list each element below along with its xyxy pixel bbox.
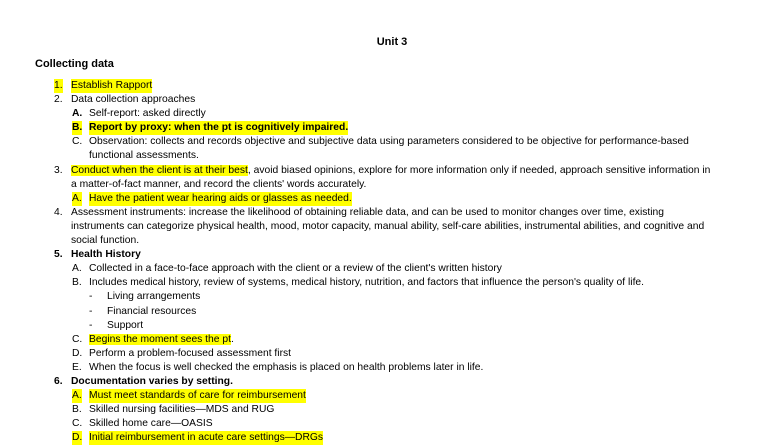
sub-label: A.	[72, 263, 82, 275]
sub-item	[0, 262, 784, 276]
dash-item	[0, 319, 784, 333]
item-continuation	[0, 234, 784, 248]
sub-text: When the focus is well checked the emphasis is placed on health problems later in life.	[89, 361, 484, 373]
sub-text: Self-report: asked directly	[89, 108, 206, 120]
dash-item	[0, 305, 784, 319]
dash-bullet: -	[89, 291, 93, 303]
item-text: Data collection approaches	[71, 94, 196, 106]
item-text: Establish Rapport	[71, 79, 152, 93]
sub-text: Skilled home care—OASIS	[89, 418, 213, 430]
item-text: Documentation varies by setting.	[71, 375, 233, 387]
dash-text: Financial resources	[107, 305, 197, 317]
item-number: 2.	[54, 94, 63, 106]
sub-label: A.	[72, 389, 82, 403]
highlighted-text: Conduct when the client is at their best	[71, 164, 248, 176]
sub-label: B.	[72, 277, 82, 289]
sub-label: B.	[72, 404, 82, 416]
dash-text: Support	[107, 319, 144, 331]
item-text: social function.	[71, 235, 140, 247]
page-title: Unit 3	[376, 36, 408, 48]
outline-list	[0, 79, 784, 445]
sub-item	[0, 333, 784, 347]
sub-text: Skilled nursing facilities—MDS and RUG	[89, 404, 275, 416]
sub-text	[89, 333, 234, 347]
sub-text: Have the patient wear hearing aids or glasses as needed.	[89, 192, 352, 206]
sub-label: E.	[72, 361, 82, 373]
sub-text: Collected in a face-to-face approach with the client or a review of the client's written history	[89, 263, 502, 275]
sub-label: A.	[72, 192, 82, 206]
sub-label: C.	[72, 418, 83, 430]
sub-item	[0, 135, 784, 149]
item-number: 5.	[54, 249, 63, 261]
item-text: Health History	[71, 249, 141, 261]
sub-text: Must meet standards of care for reimbursement	[89, 389, 306, 403]
item-text: a matter-of-fact manner, and record the clients' words accurately.	[71, 178, 367, 190]
dash-bullet: -	[89, 305, 93, 317]
list-item	[0, 206, 784, 220]
sub-text-rest: .	[230, 333, 234, 345]
item-number: 6.	[54, 375, 63, 387]
sub-item	[0, 107, 784, 121]
sub-item	[0, 389, 784, 403]
item-text: Assessment instruments: increase the likelihood of obtaining reliable data, and can be used to monitor changes over time, existing	[71, 206, 664, 218]
list-item	[0, 93, 784, 107]
list-item	[0, 248, 784, 262]
item-text-rest: , avoid biased opinions, explore for more information only if needed, approach sensitive information in	[247, 164, 711, 176]
sub-label: B.	[72, 121, 82, 135]
section-heading: Collecting data	[35, 58, 114, 70]
sub-label: C.	[72, 136, 83, 148]
highlighted-text: Begins the moment sees the pt	[89, 333, 231, 345]
list-item	[0, 164, 784, 178]
sub-item	[0, 276, 784, 290]
sub-item	[0, 361, 784, 375]
sub-label: A.	[72, 108, 83, 120]
dash-text: Living arrangements	[107, 291, 201, 303]
item-continuation	[0, 178, 784, 192]
sub-text: Perform a problem-focused assessment first	[89, 347, 292, 359]
sub-item	[0, 347, 784, 361]
sub-text: Initial reimbursement in acute care settings—DRGs	[89, 431, 323, 445]
sub-label: D.	[72, 431, 82, 445]
item-number: 1.	[54, 79, 63, 93]
list-item	[0, 375, 784, 389]
item-number: 4.	[54, 206, 63, 218]
sub-item	[0, 431, 784, 445]
sub-label: D.	[72, 347, 83, 359]
dash-bullet: -	[89, 319, 93, 331]
sub-text: Includes medical history, review of systems, medical history, nutrition, and factors that influence the person's quality of life.	[89, 277, 645, 289]
sub-text: Report by proxy: when the pt is cognitively impaired.	[89, 121, 348, 135]
sub-item	[0, 121, 784, 135]
sub-item	[0, 417, 784, 431]
sub-label: C.	[72, 333, 83, 345]
list-item	[0, 79, 784, 93]
dash-item	[0, 290, 784, 304]
item-number: 3.	[54, 164, 63, 176]
sub-text: Observation: collects and records objective and subjective data using parameters considered to be objective for performance-based	[89, 136, 689, 148]
item-text	[71, 164, 710, 178]
sub-item	[0, 403, 784, 417]
sub-item-continuation	[0, 149, 784, 163]
sub-item	[0, 192, 784, 206]
item-text: instruments can categorize physical health, mood, motor capacity, manual ability, self-care abilities, instrumental abilities, and cognitive and	[71, 220, 705, 232]
item-continuation	[0, 220, 784, 234]
sub-text: functional assessments.	[89, 150, 199, 162]
